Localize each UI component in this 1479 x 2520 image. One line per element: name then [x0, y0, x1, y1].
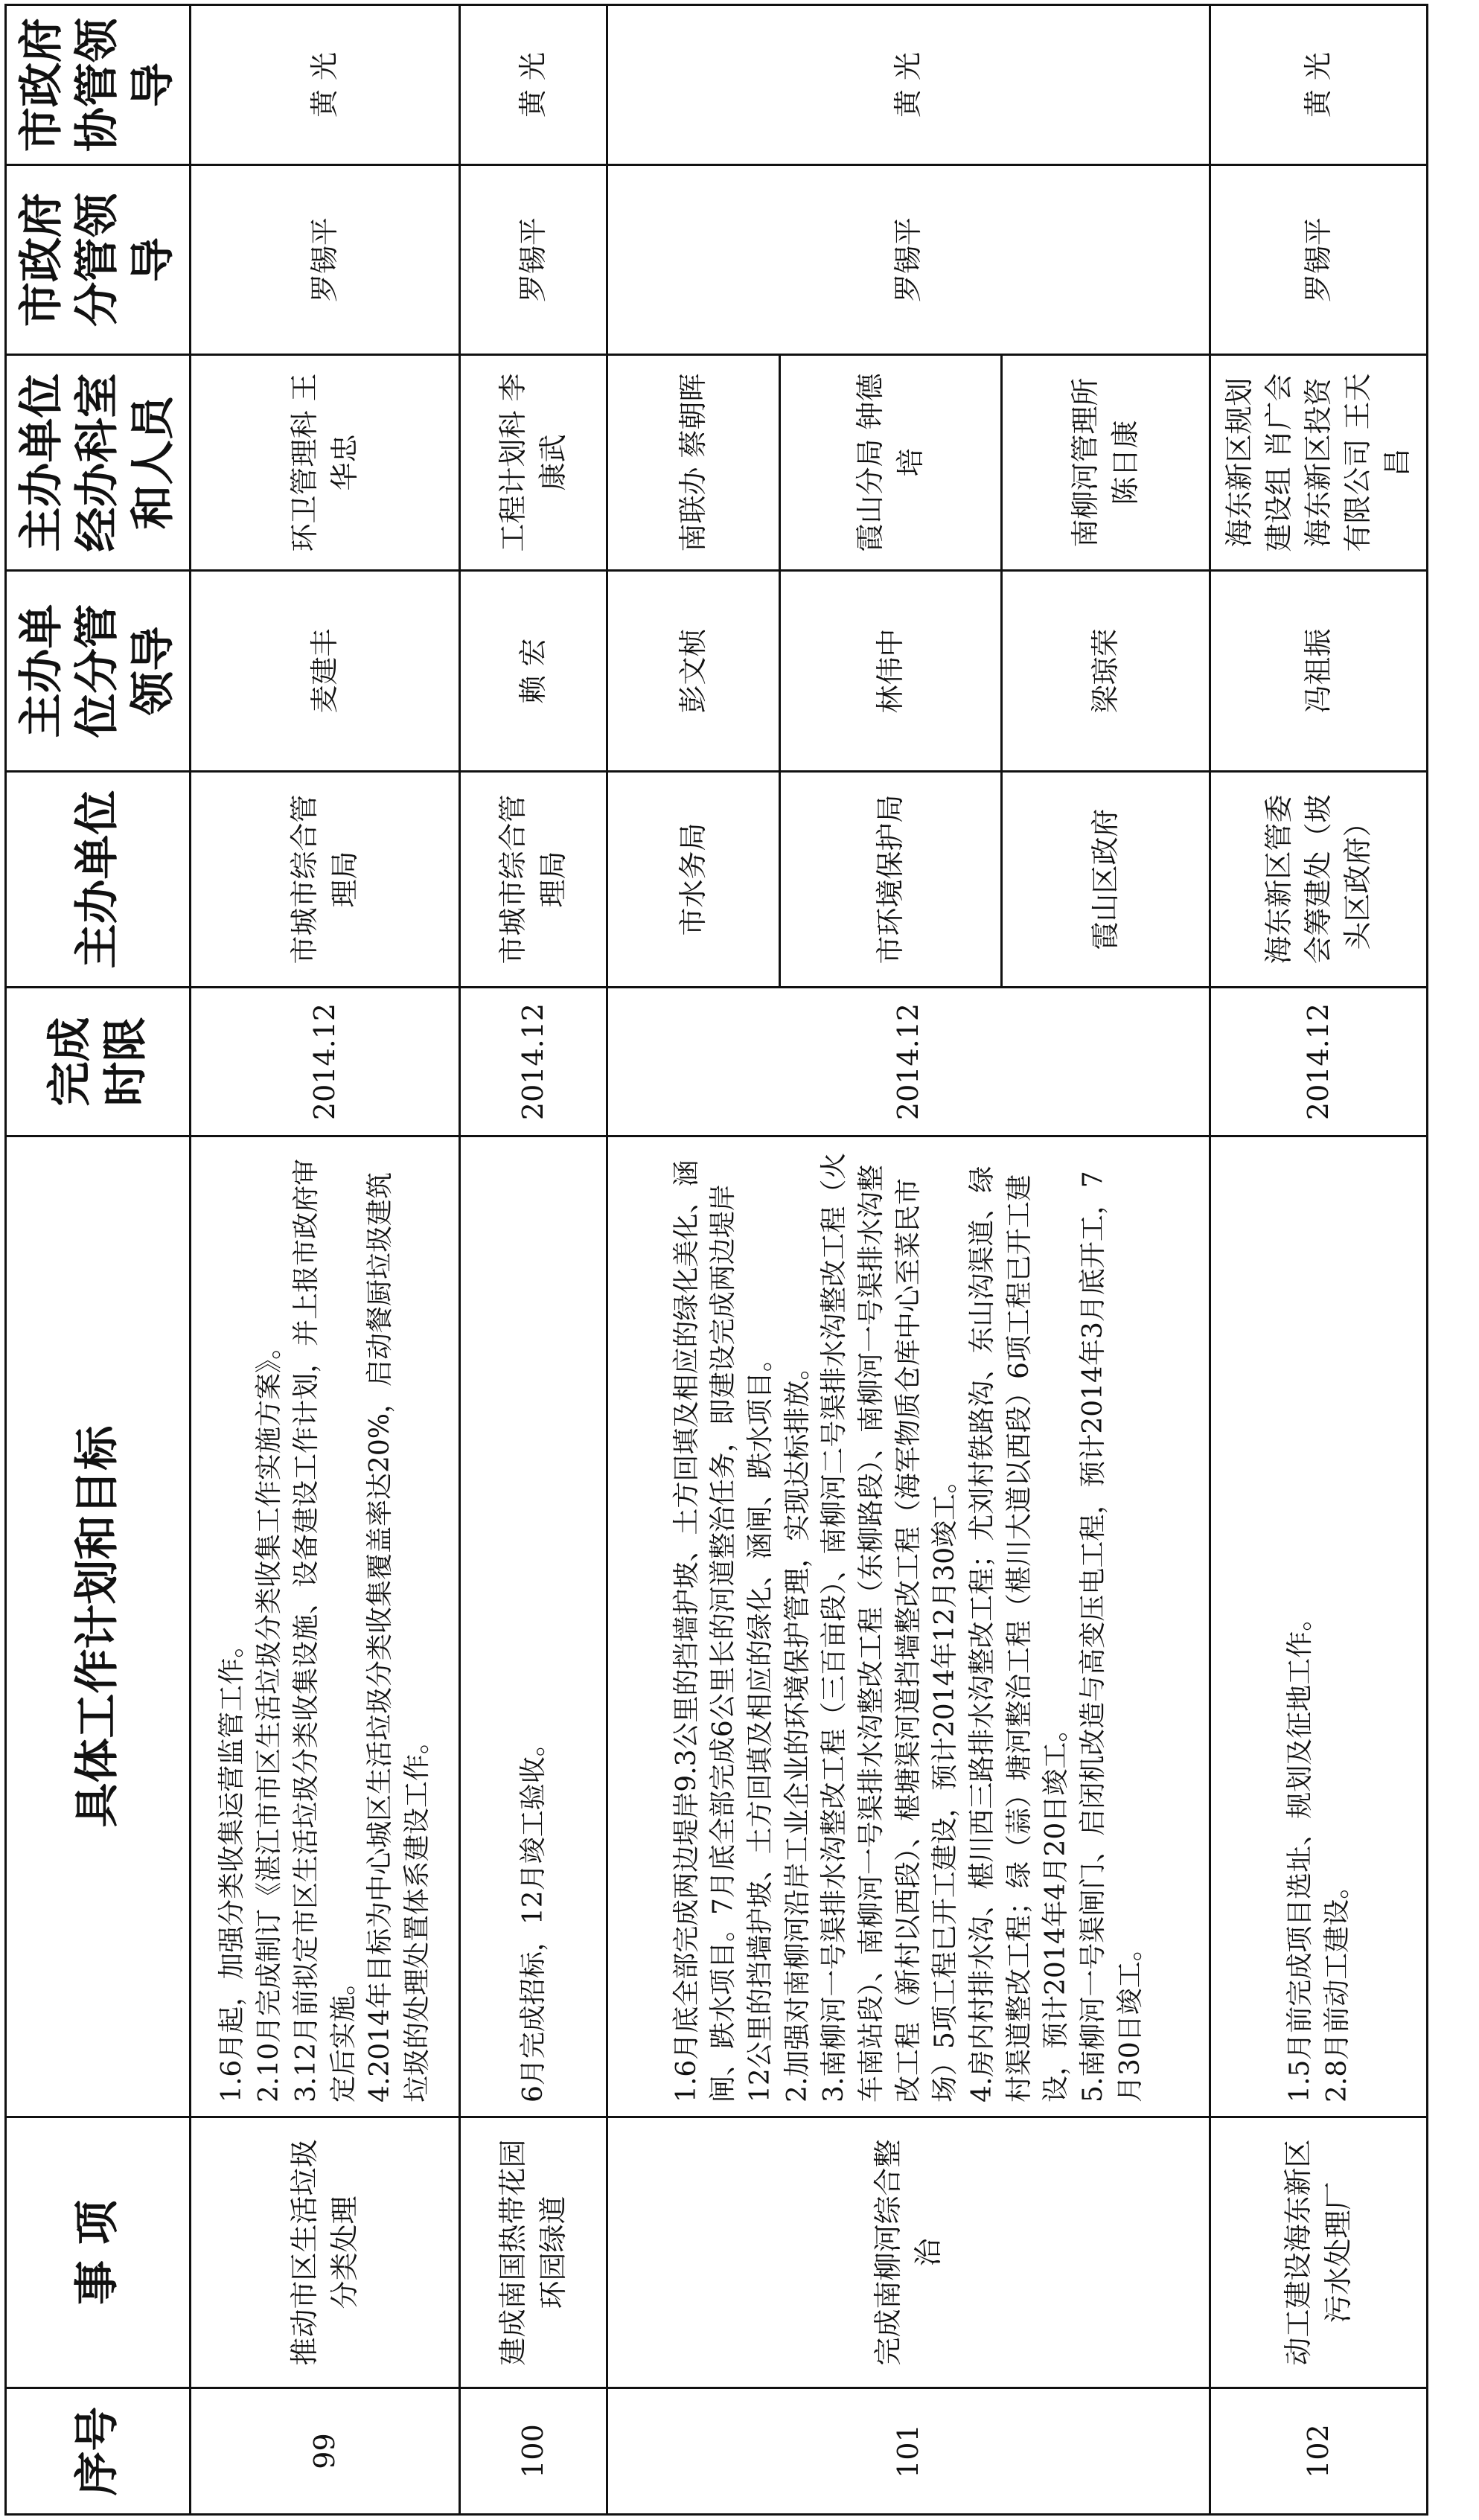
header-deadline: 完成时限 [6, 988, 191, 1136]
row-item: 完成南柳河综合整治 [607, 2117, 1210, 2388]
header-staff: 主办单位经办科室和人员 [6, 355, 191, 571]
row-unit: 市城市综合管理局 [460, 772, 607, 988]
row-unit-leader: 冯祖振 [1210, 571, 1428, 772]
plan-line: 1.6月起，加强分类收集运营监管工作。 [217, 1631, 248, 2102]
row-deadline: 2014.12 [1210, 988, 1428, 1136]
row-assist-leader: 黄 光 [460, 5, 607, 165]
row-deadline: 2014.12 [460, 988, 607, 1136]
row-staff: 南柳河管理所 陈日康 [1002, 355, 1210, 571]
header-unit-leader: 主办单位分管领导 [6, 571, 191, 772]
row-unit-leader: 林伟中 [780, 571, 1002, 772]
header-no: 序号 [6, 2388, 191, 2515]
row-deadline: 2014.12 [191, 988, 460, 1136]
table-row-101 [607, 5, 780, 2515]
row-unit-leader: 赖 宏 [460, 571, 607, 772]
header-plan: 具体工作计划和目标 [6, 1136, 191, 2117]
row-no: 100 [460, 2388, 607, 2515]
row-staff: 霞山分局 钟德培 [780, 355, 1002, 571]
header-city-leader: 市政府分管领导 [6, 165, 191, 355]
row-item: 建成南国热带花园环园绿道 [460, 2117, 607, 2388]
row-unit: 市水务局 [607, 772, 780, 988]
row-unit-leader: 彭文桢 [607, 571, 780, 772]
table-row-99 [191, 5, 460, 2515]
row-city-leader: 罗锡平 [460, 165, 607, 355]
table-row-100 [460, 5, 607, 2515]
work-plan-table [4, 4, 1428, 2516]
row-plan [1210, 1136, 1428, 2117]
plan-line: 4.2014年目标为中心城区生活垃圾分类收集覆盖率达20%，启动餐厨垃圾建筑垃圾的处理处置体系建设工作。 [365, 1172, 432, 2102]
header-item: 事 项 [6, 2117, 191, 2388]
plan-line: 2.加强对南柳河沿岸工业企业的环境保护管理，实现达标排放。 [782, 1353, 813, 2102]
row-unit-leader: 梁琼荣 [1002, 571, 1210, 772]
row-item: 动工建设海东新区污水处理厂 [1210, 2117, 1428, 2388]
row-unit: 市城市综合管理局 [191, 772, 460, 988]
row-city-leader: 罗锡平 [191, 165, 460, 355]
header-assist-leader: 市政府协管领导 [6, 5, 191, 165]
row-plan [460, 1136, 607, 2117]
row-no: 101 [607, 2388, 1210, 2515]
row-plan [607, 1136, 1210, 2117]
row-deadline: 2014.12 [607, 988, 1210, 1136]
plan-line: 1.6月底全部完成两边堤岸9.3公里的挡墙护坡、土方回填及相应的绿化美化、涵闸、跌水项目。7月底全部完成6公里长的河道整治任务，即建设完成两边堤岸12公里的挡墙护坡、土方回填及相应的绿化、涵闸、跌水项目。 [671, 1160, 776, 2102]
row-unit-leader: 麦建丰 [191, 571, 460, 772]
plan-line: 2.10月完成制订《湛江市市区生活垃圾分类收集工作实施方案》。 [254, 1332, 285, 2102]
row-no: 102 [1210, 2388, 1428, 2515]
row-city-leader: 罗锡平 [607, 165, 1210, 355]
row-assist-leader: 黄 光 [191, 5, 460, 165]
row-staff: 工程计划科 李康武 [460, 355, 607, 571]
row-item: 推动市区生活垃圾分类处理 [191, 2117, 460, 2388]
row-staff: 环卫管理科 王华忠 [191, 355, 460, 571]
row-unit: 市环境保护局 [780, 772, 1002, 988]
row-staff: 南联办 蔡朝晖 [607, 355, 780, 571]
plan-line: 3.南柳河一号渠排水沟整改工程（三百亩段）、南柳河二号渠排水沟整改工程（火车南站段）、南柳河一号渠排水沟整改工程（东柳路段）、南柳河一号渠排水沟整改工程（新村以西段）、椹塘渠河道挡墙整改工程（海军物质仓库中心至菜民市场）5项工程已开工建设，预计2014年12月30竣工。 [819, 1152, 961, 2102]
plan-line: 5.南柳河一号渠闸门、启闭机改造与高变压电工程，预计2014年3月底开工，7月30日竣工。 [1078, 1171, 1146, 2102]
row-plan [191, 1136, 460, 2117]
row-unit: 霞山区政府 [1002, 772, 1210, 988]
row-staff: 海东新区规划建设组 肖广会 海东新区投资有限公司 王天昌 [1210, 355, 1428, 571]
plan-line: 4.房内村排水沟、椹川西三路排水沟整改工程；尤刘村铁路沟、东山沟渠道、绿村渠道整改工程；绿（蒜）塘河整治工程（椹川大道以西段）6项工程已开工建设，预计2014年4月20日竣工。 [967, 1165, 1072, 2102]
row-assist-leader: 黄 光 [1210, 5, 1428, 165]
row-city-leader: 罗锡平 [1210, 165, 1428, 355]
header-unit: 主办单位 [6, 772, 191, 988]
header-row [6, 5, 191, 2515]
row-assist-leader: 黄 光 [607, 5, 1210, 165]
plan-line: 6月完成招标，12月竣工验收。 [517, 1730, 549, 2102]
plan-line: 3.12月前拟定市区生活垃圾分类收集设施、设备建设工作计划，并上报市政府审定后实施。 [290, 1158, 359, 2102]
row-no: 99 [191, 2388, 460, 2515]
row-unit: 海东新区管委会筹建处（坡头区政府） [1210, 772, 1428, 988]
plan-line: 1.5月前完成项目选址、规划及征地工作。 [1284, 1604, 1315, 2102]
table-row-102 [1210, 5, 1428, 2515]
plan-line: 2.8月前动工建设。 [1321, 1872, 1352, 2102]
